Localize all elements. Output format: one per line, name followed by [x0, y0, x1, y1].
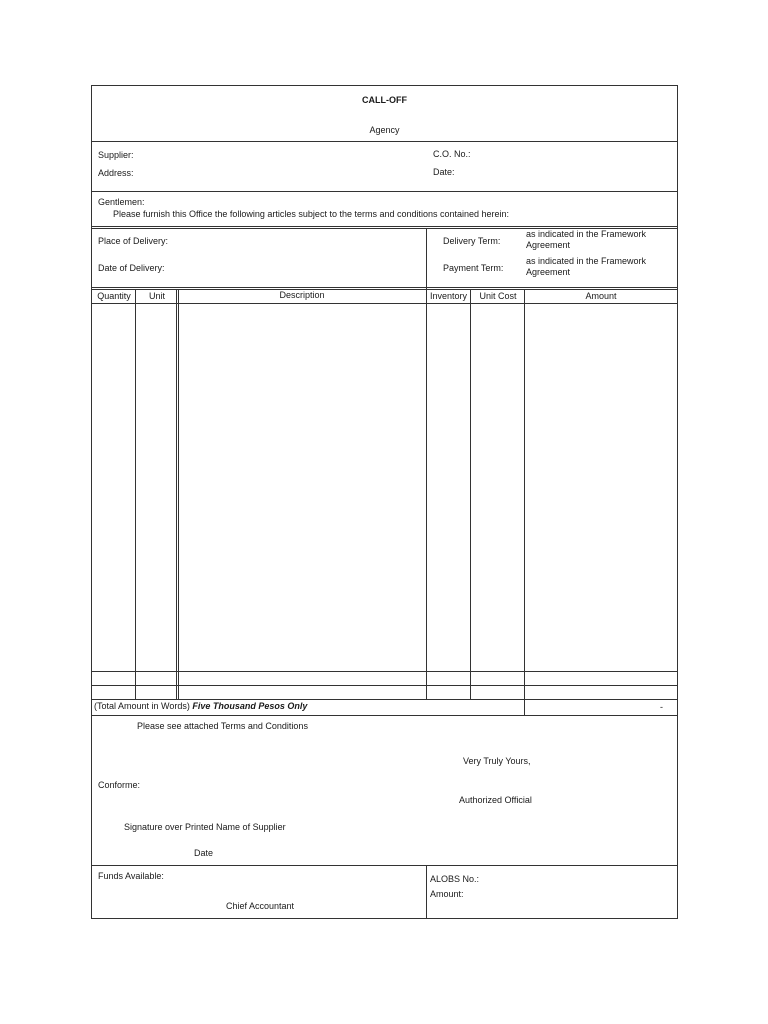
terms-note: Please see attached Terms and Conditions [137, 721, 308, 731]
authorized-official-label: Authorized Official [459, 795, 532, 805]
table-row-line [92, 685, 677, 686]
agency-label: Agency [369, 125, 400, 135]
divider [92, 226, 677, 227]
very-truly-yours: Very Truly Yours, [463, 756, 531, 766]
divider [92, 287, 677, 288]
date-of-delivery-label: Date of Delivery: [98, 263, 165, 273]
total-amount-value: - [660, 702, 663, 712]
table-row-line [92, 671, 677, 672]
divider [426, 865, 427, 918]
column-divider [176, 289, 177, 700]
divider [92, 303, 677, 304]
address-label: Address: [98, 168, 134, 178]
column-divider [178, 289, 179, 700]
column-header-unit: Unit [148, 291, 165, 301]
column-header-unit-cost: Unit Cost [479, 291, 517, 301]
total-words: Five Thousand Pesos Only [192, 701, 308, 711]
salutation: Gentlemen: [98, 197, 145, 207]
table-row-line [92, 699, 677, 700]
alobs-no-label: ALOBS No.: [430, 874, 480, 884]
column-divider [470, 289, 471, 700]
delivery-term-label: Delivery Term: [443, 236, 501, 246]
column-divider [426, 289, 427, 700]
divider [92, 191, 677, 192]
payment-term-label: Payment Term: [443, 263, 504, 273]
delivery-term-value: as indicated in the Framework Agreement [526, 229, 647, 250]
total-label: (Total Amount in Words) [94, 701, 190, 711]
payment-term-value: as indicated in the Framework Agreement [526, 256, 647, 277]
conforme-label: Conforme: [98, 780, 141, 790]
divider [92, 715, 677, 716]
total-amount-in-words [94, 701, 307, 712]
column-header-inventory: Inventory [429, 291, 468, 301]
call-off-form [91, 85, 678, 919]
form-title: CALL-OFF [362, 95, 407, 105]
place-of-delivery-label: Place of Delivery: [98, 236, 169, 246]
date-label: Date: [433, 167, 455, 177]
conforme-date-label: Date [194, 848, 214, 858]
funds-available-label: Funds Available: [98, 871, 164, 881]
supplier-label: Supplier: [98, 150, 134, 160]
divider [92, 865, 677, 866]
funds-amount-label: Amount: [430, 889, 464, 899]
column-header-quantity: Quantity [97, 291, 131, 301]
co-no-label: C.O. No.: [433, 149, 471, 159]
column-header-description: Description [279, 290, 325, 300]
chief-accountant-label: Chief Accountant [226, 901, 295, 911]
column-divider [524, 289, 525, 715]
instruction-text: Please furnish this Office the following articles subject to the terms and conditions contained herein: [113, 209, 510, 219]
supplier-signature-label: Signature over Printed Name of Supplier [124, 822, 286, 832]
divider [92, 141, 677, 142]
column-divider [135, 289, 136, 700]
column-header-amount: Amount [585, 291, 617, 301]
